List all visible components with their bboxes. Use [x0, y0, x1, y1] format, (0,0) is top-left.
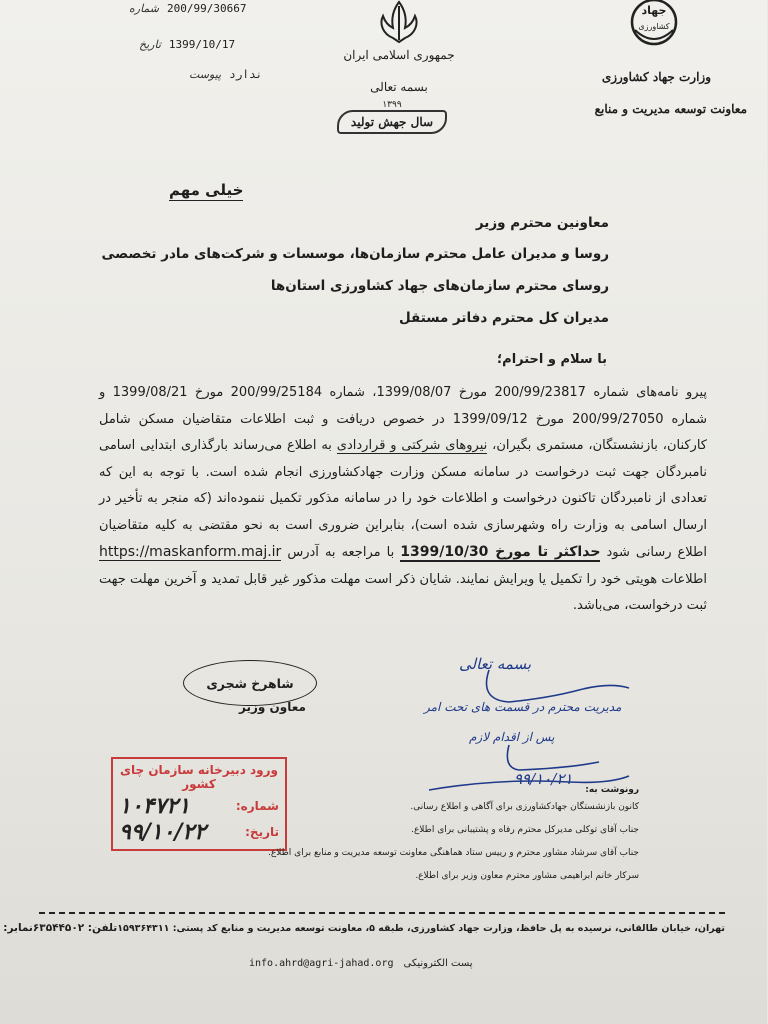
footer-email-row	[250, 958, 474, 969]
recipient-3: روسای محترم سازمان‌های جهاد کشاورزی استان‌ها	[271, 278, 610, 294]
handwritten-date: ۹۹/۱۰/۲۱	[515, 770, 574, 788]
recipient-1: معاونین محترم وزیر	[476, 215, 610, 231]
handwritten-line-1: بسمه تعالی	[460, 655, 533, 673]
logo-text-top: جهاد	[642, 4, 668, 17]
basmala: بسمه تعالی	[371, 80, 429, 94]
footer-email[interactable]: info.ahrd@agri-jahad.org	[250, 958, 395, 969]
recipient-4: مدیران کل محترم دفاتر مستقل	[399, 310, 610, 326]
signer-name: شاهرخ شجری	[207, 675, 295, 691]
cc-item-4: سرکار خانم ابراهیمی مشاور محترم معاون وزیر برای اطلاع.	[416, 871, 640, 881]
handwritten-line-2: مدیریت محترم در قسمت های تحت امر	[425, 700, 623, 714]
iran-emblem-icon	[370, 0, 430, 44]
letter-date-label: تاریخ	[140, 38, 162, 51]
cc-item-1: کانون بازنشستگان جهادکشاورزی برای آگاهی و اطلاع رسانی.	[411, 802, 640, 812]
letter-body	[100, 380, 708, 620]
footer-phone: تلفن: ۶۳۵۴۴۵۰۲	[33, 922, 119, 934]
urgency-label-wrap	[170, 180, 244, 199]
footer-address: تهران، خیابان طالقانی، نرسیده به پل حافظ، وزارت جهاد کشاورزی، طبقه ۵، معاونت توسعه مدیریت و منابع کد پستی: ۱۵۹۳۶۴۳۱۱	[118, 922, 726, 934]
letter-number-row	[130, 2, 248, 15]
urgency-label: خیلی مهم	[170, 181, 245, 199]
year-slogan-year: ۱۳۹۹	[383, 100, 403, 110]
body-part-4: اطلاعات هویتی خود را تکمیل یا ویرایش نمایند. شایان ذکر است مهلت مذکور غیر قابل تمدید و آخرین مهلت جهت ثبت درخواست، می‌باشد.	[100, 571, 708, 613]
stamp-date-label: تاریخ:	[246, 825, 280, 839]
country-name: جمهوری اسلامی ایران	[344, 48, 456, 62]
footer-divider	[40, 912, 726, 914]
department-name: معاونت توسعه مدیریت و منابع	[595, 102, 748, 116]
letter-number-label: شماره	[130, 2, 161, 15]
ministry-name: وزارت جهاد کشاورزی	[602, 70, 712, 84]
stamp-number-value: ۱۰۴۷۲۱	[120, 793, 191, 819]
cc-item-2: جناب آقای توکلی مدیرکل محترم رفاه و پشتیبانی برای اطلاع.	[412, 825, 640, 835]
stamp-date-value: ۹۹/۱۰/۲۲	[120, 819, 207, 845]
footer-fax: نمابر:	[4, 922, 34, 934]
body-part-1: پیرو نامه‌های شماره 200/99/23817 مورخ 1399/08/07، شماره 200/99/25184 مورخ 1399/08/21 و شماره 200/99/27050 مورخ 1399/09/12 در خصوص دریافت و ثبت اطلاعات متقاضیان مسکن شامل کارکنان، بازنشستگان، مستمری بگیران،	[100, 385, 708, 453]
body-highlight: نیروهای شرکتی و قراردادی	[337, 438, 489, 453]
letter-number-value: 200/99/30667	[168, 2, 248, 15]
stamp-number-row	[120, 793, 280, 819]
signer-title: معاون وزیر	[240, 700, 307, 714]
letter-date-value: 1399/10/17	[169, 38, 237, 51]
deadline-text: حداکثر تا مورخ 1399/10/30	[401, 544, 602, 560]
iran-emblem	[355, 0, 445, 48]
footer-row	[4, 922, 726, 934]
letter-attachment-value: ندارد	[230, 68, 264, 81]
receipt-stamp	[112, 757, 288, 851]
body-paragraph	[100, 380, 708, 620]
logo-text-bottom: کشاورزی	[639, 22, 671, 31]
cc-title: رونوشت به:	[586, 785, 640, 795]
handwritten-line-3: پس از اقدام لازم	[470, 730, 556, 744]
footer-email-label: پست الکترونیکی	[404, 958, 474, 969]
stamp-number-label: شماره:	[236, 799, 280, 813]
letter-attachment-row	[190, 68, 263, 81]
maskan-form-link[interactable]: https://maskanform.maj.ir	[100, 544, 283, 560]
cc-item-3: جناب آقای سرشاد مشاور محترم و رییس ستاد هماهنگی معاونت توسعه مدیریت و منابع برای اطلاع.	[269, 848, 640, 858]
stamp-date-row	[120, 819, 280, 845]
greeting: با سلام و احترام؛	[497, 352, 608, 367]
year-slogan-box	[338, 100, 448, 134]
body-part-2: به اطلاع می‌رساند بارگذاری ابتدایی اسامی نامبردگان جهت ثبت درخواست در سامانه مسکن وزارت جهادکشاورزی انجام شده است. با توجه به این که تعدادی از نامبردگان تاکنون درخواست و اطلاعات خود را در سامانه مذکور تکمیل ننموده‌اند (که منجر به تأخیر در ارسال اسامی به وزارت راه وشهرسازی شده است)، بنابراین ضروری است به نحو مقتضی به کلیه متقاضیان اطلاع رسانی شود	[100, 438, 708, 560]
letter-date-row	[140, 38, 236, 51]
letter-attachment-label: پیوست	[190, 68, 223, 81]
ministry-logo	[620, 0, 690, 50]
stamp-title: ورود دبیرخانه سازمان چای کشور	[120, 763, 280, 791]
year-slogan: سال جهش تولید	[338, 110, 448, 134]
body-part-3: با مراجعه به آدرس	[288, 545, 396, 560]
recipient-2: روسا و مدیران عامل محترم سازمان‌ها، موسسات و شرکت‌های مادر تخصصی	[102, 246, 610, 262]
